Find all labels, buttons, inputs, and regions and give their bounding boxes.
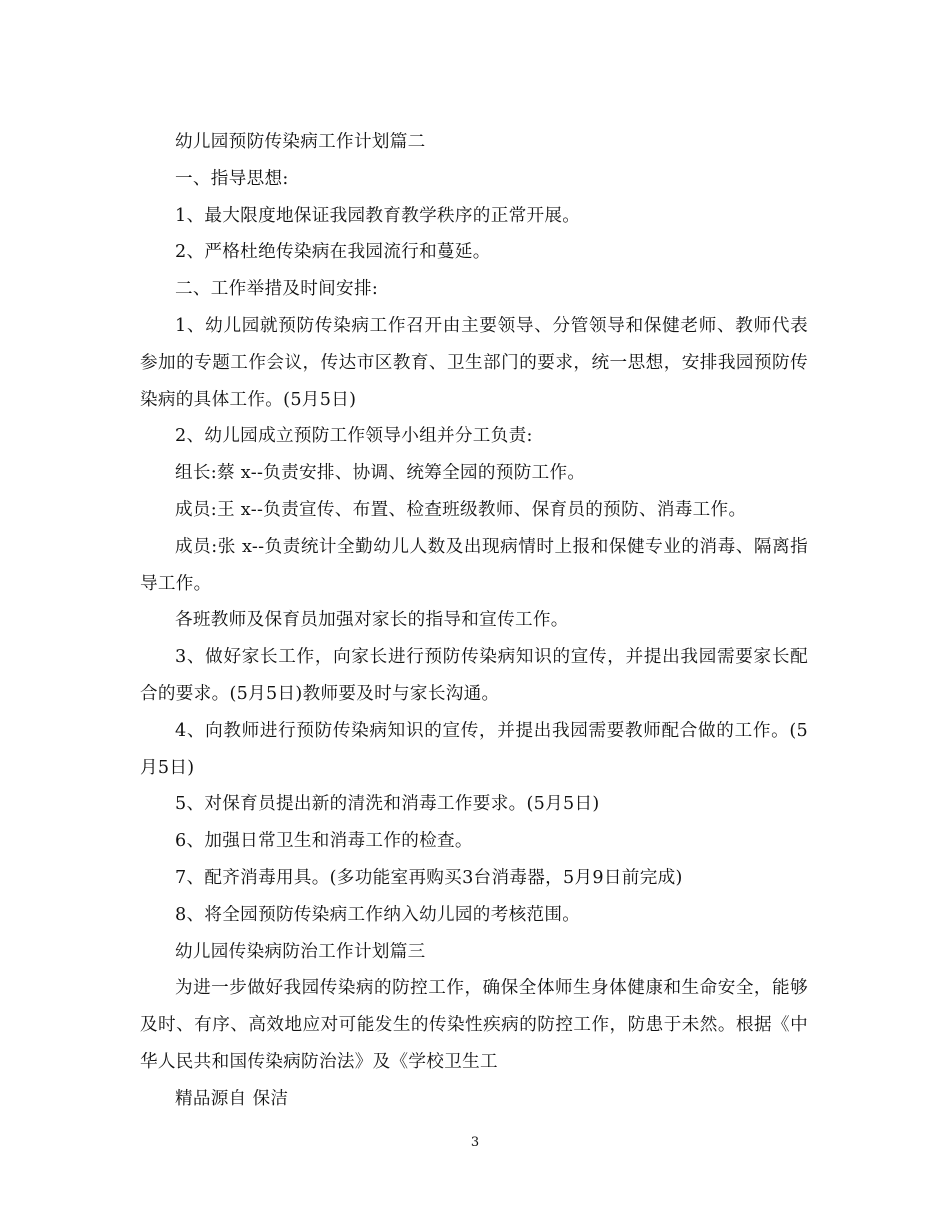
heading-guiding-ideas: 一、指导思想: [175,168,289,189]
paragraph: 成员:王 x--负责宣传、布置、检查班级教师、保育员的预防、消毒工作。 [175,499,747,520]
paragraph: 6、加强日常卫生和消毒工作的检查。 [175,831,473,852]
section-title-part-two: 幼儿园预防传染病工作计划篇二 [175,132,426,152]
paragraph: 2、严格杜绝传染病在我园流行和蔓延。 [175,242,491,263]
document-body [140,124,808,1118]
source-note: 精品源自 保洁 [175,1088,289,1109]
paragraph: 5、对保育员提出新的清洗和消毒工作要求。(5月5日) [175,794,600,815]
paragraph: 4、向教师进行预防传染病知识的宣传，并提出我园需要教师配合做的工作。(5月5日) [140,720,808,778]
paragraph: 各班教师及保育员加强对家长的指导和宣传工作。 [175,610,569,631]
section-title-part-three: 幼儿园传染病防治工作计划篇三 [175,941,426,962]
paragraph: 1、最大限度地保证我园教育教学秩序的正常开展。 [175,205,581,226]
page-number: 3 [470,1135,480,1150]
paragraph: 7、配齐消毒用具。(多功能室再购买3台消毒器，5月9日前完成) [175,867,683,888]
paragraph: 2、幼儿园成立预防工作领导小组并分工负责: [175,426,533,447]
heading-measures-schedule: 二、工作举措及时间安排: [175,279,379,300]
paragraph: 成员:张 x--负责统计全勤幼儿人数及出现病情时上报和保健专业的消毒、隔离指导工作。 [140,536,808,594]
paragraph: 组长:蔡 x--负责安排、协调、统筹全园的预防工作。 [175,463,586,484]
paragraph: 3、做好家长工作，向家长进行预防传染病知识的宣传，并提出我园需要家长配合的要求。(5月5日)教师要及时与家长沟通。 [140,647,808,704]
paragraph: 为进一步做好我园传染病的防控工作，确保全体师生身体健康和生命安全，能够及时、有序、高效地应对可能发生的传染性疾病的防控工作，防患于未然。根据《中华人民共和国传染病防治法》及《学校卫生工 [140,978,808,1072]
paragraph: 1、幼儿园就预防传染病工作召开由主要领导、分管领导和保健老师、教师代表参加的专题工作会议，传达市区教育、卫生部门的要求，统一思想，安排我园预防传染病的具体工作。(5月5日) [140,315,808,410]
paragraph: 8、将全园预防传染病工作纳入幼儿园的考核范围。 [175,904,581,925]
